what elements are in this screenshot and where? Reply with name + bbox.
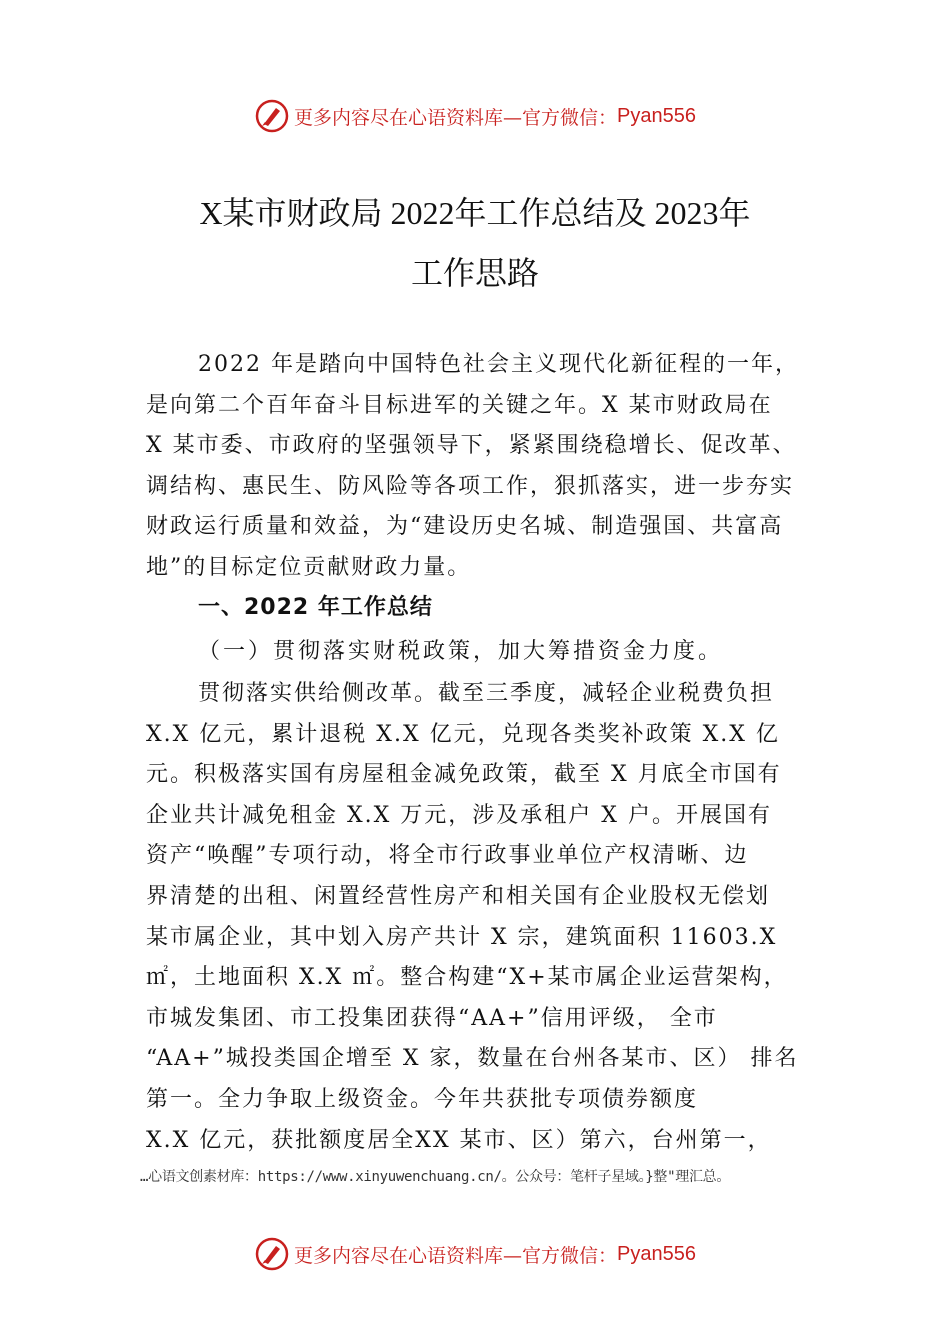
text-line: “AA+”城投类国企增至 X 家，数量在台州各某市、区） 排名 bbox=[146, 1046, 799, 1072]
text-line: X 某市委、市政府的坚强领导下，紧紧围绕稳增长、促改革、 bbox=[146, 433, 797, 459]
text-line: 是向第二个百年奋斗目标进军的关键之年。X 某市财政局在 bbox=[146, 392, 773, 418]
logo-icon bbox=[254, 1236, 290, 1272]
text-line: 调结构、惠民生、防风险等各项工作，狠抓落实，进一步夯实 bbox=[146, 473, 795, 499]
text-line: X.X 亿元，获批额度居全XX 某市、区）第六，台州第一， bbox=[146, 1127, 772, 1153]
text-line: 贯彻落实供给侧改革。截至三季度，减轻企业税费负担 bbox=[198, 681, 775, 706]
body-paragraph bbox=[146, 674, 814, 1161]
footer-banner bbox=[0, 1234, 950, 1274]
section-heading: 一、2022 年工作总结 bbox=[198, 595, 433, 620]
text-line: 界清楚的出租、闲置经营性房产和相关国有企业股权无偿划 bbox=[146, 883, 771, 909]
text-line: X.X 亿元，累计退税 X.X 亿元，兑现各类奖补政策 X.X 亿 bbox=[146, 721, 780, 747]
header-banner bbox=[0, 96, 950, 136]
title-line-1: X某市财政局 2022年工作总结及 2023年 bbox=[199, 195, 751, 231]
text-line: 财政运行质量和效益，为“建设历史名城、制造强国、共富高 bbox=[146, 514, 784, 540]
text-line: ㎡，土地面积 X.X ㎡。整合构建“X+某市属企业运营架构， bbox=[146, 965, 788, 991]
banner-text: 更多内容尽在心语资料库—官方微信： bbox=[294, 106, 618, 129]
text-line: 市城发集团、市工投集团获得“AA+”信用评级， 全市 bbox=[146, 1005, 718, 1031]
text-line: 第一。全力争取上级资金。今年共获批专项债券额度 bbox=[146, 1086, 699, 1112]
footer-note: …心语文创素材库：https://www.xinyuwenchuang.cn/。公众号：笔杆子星域。}整"理汇总。 bbox=[140, 1169, 731, 1185]
logo-icon bbox=[254, 98, 290, 134]
text-line: 地”的目标定位贡献财政力量。 bbox=[146, 554, 472, 580]
intro-paragraph bbox=[146, 345, 814, 589]
text-line: 2022 年是踏向中国特色社会主义现代化新征程的一年， bbox=[198, 352, 799, 377]
banner-wechat-id: Pyan556 bbox=[617, 1242, 696, 1265]
title-line-2: 工作思路 bbox=[410, 255, 539, 291]
text-line: 元。积极落实国有房屋租金减免政策，截至 X 月底全市国有 bbox=[146, 762, 782, 788]
document-title bbox=[0, 183, 950, 303]
text-line: 企业共计减免租金 X.X 万元，涉及承租户 X 户。开展国有 bbox=[146, 802, 772, 828]
text-line: 某市属企业，其中划入房产共计 X 宗，建筑面积 11603.X bbox=[146, 924, 778, 950]
subsection-heading: （一）贯彻落实财税政策，加大筹措资金力度。 bbox=[198, 639, 724, 664]
banner-wechat-id: Pyan556 bbox=[617, 104, 696, 127]
text-line: 资产“唤醒”专项行动，将全市行政事业单位产权清晰、边 bbox=[146, 843, 749, 869]
banner-text: 更多内容尽在心语资料库—官方微信： bbox=[294, 1244, 618, 1267]
